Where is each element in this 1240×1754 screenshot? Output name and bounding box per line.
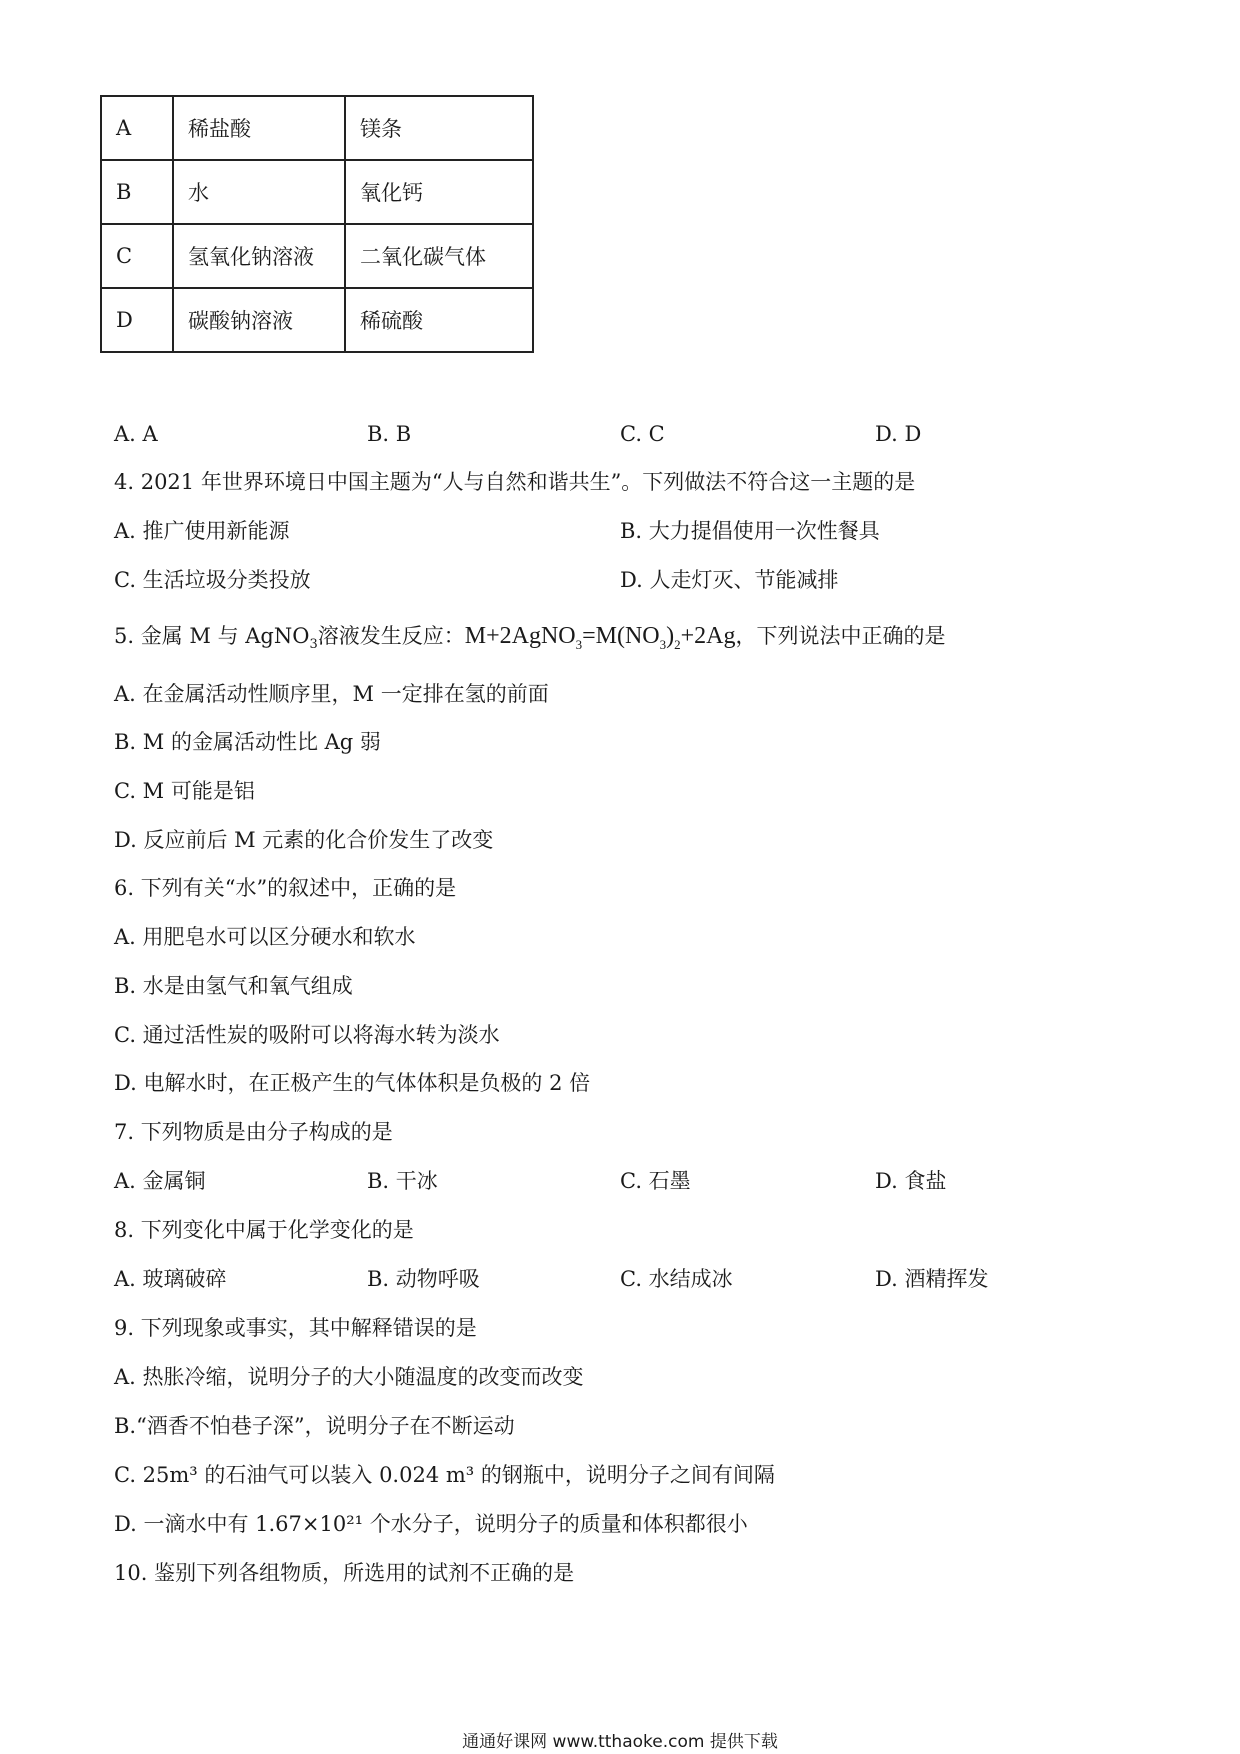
q6-stem: 6. 下列有关“水”的叙述中，正确的是 bbox=[114, 876, 457, 900]
q9-option-c: C. 25m³ 的石油气可以装入 0.024 m³ 的钢瓶中，说明分子之间有间隔 bbox=[114, 1463, 775, 1487]
q4-option-a: A. 推广使用新能源 bbox=[114, 519, 290, 543]
reagent-table bbox=[100, 95, 534, 353]
table-cell: 氧化钙 bbox=[345, 160, 533, 224]
table-cell: 稀硫酸 bbox=[345, 288, 533, 352]
q5-stem: 5. 金属 M 与 AgNO$_3$溶液发生反应：$M+2AgNO_3=M(NO_3)_2+2Ag$，下列说法中正确的是 bbox=[114, 623, 946, 653]
table-cell: 碳酸钠溶液 bbox=[173, 288, 345, 352]
q7-stem: 7. 下列物质是由分子构成的是 bbox=[114, 1120, 393, 1144]
q4-option-d: D. 人走灯灭、节能减排 bbox=[620, 568, 839, 592]
q3-option-c: C. C bbox=[620, 422, 665, 446]
table-cell: 稀盐酸 bbox=[173, 96, 345, 160]
q4-option-b: B. 大力提倡使用一次性餐具 bbox=[620, 519, 880, 543]
q8-option-c: C. 水结成冰 bbox=[620, 1267, 733, 1291]
q7-option-c: C. 石墨 bbox=[620, 1169, 691, 1193]
q5-option-d: D. 反应前后 M 元素的化合价发生了改变 bbox=[114, 828, 494, 852]
footer-text: 通通好课网 www.tthaoke.com 提供下载 bbox=[462, 1732, 778, 1752]
q5-stem-mid: 溶液发生反应： bbox=[317, 624, 465, 648]
q5-option-c: C. M 可能是铝 bbox=[114, 779, 255, 803]
q8-option-b: B. 动物呼吸 bbox=[367, 1267, 480, 1291]
q6-option-a: A. 用肥皂水可以区分硬水和软水 bbox=[114, 925, 416, 949]
q7-option-a: A. 金属铜 bbox=[114, 1169, 206, 1193]
q3-option-d: D. D bbox=[875, 422, 922, 446]
q6-option-c: C. 通过活性炭的吸附可以将海水转为淡水 bbox=[114, 1023, 500, 1047]
table-cell: 水 bbox=[173, 160, 345, 224]
q9-option-b: B.“酒香不怕巷子深”，说明分子在不断运动 bbox=[114, 1414, 515, 1438]
table-row bbox=[101, 96, 533, 160]
table-row bbox=[101, 160, 533, 224]
table-row bbox=[101, 288, 533, 352]
table-row bbox=[101, 224, 533, 288]
q8-option-a: A. 玻璃破碎 bbox=[114, 1267, 227, 1291]
table-cell: C bbox=[101, 224, 173, 288]
q4-stem: 4. 2021 年世界环境日中国主题为“人与自然和谐共生”。下列做法不符合这一主题的是 bbox=[114, 470, 916, 494]
q8-option-d: D. 酒精挥发 bbox=[875, 1267, 989, 1291]
q5-option-b: B. M 的金属活动性比 Ag 弱 bbox=[114, 730, 381, 754]
table-cell: D bbox=[101, 288, 173, 352]
q7-option-d: D. 食盐 bbox=[875, 1169, 947, 1193]
q8-stem: 8. 下列变化中属于化学变化的是 bbox=[114, 1218, 414, 1242]
q5-stem-pre: 5. 金属 M 与 AgNO bbox=[114, 624, 310, 648]
q6-option-d: D. 电解水时，在正极产生的气体体积是负极的 2 倍 bbox=[114, 1071, 591, 1095]
q5-stem-post: ，下列说法中正确的是 bbox=[735, 624, 946, 648]
q7-option-b: B. 干冰 bbox=[367, 1169, 438, 1193]
q10-stem: 10. 鉴别下列各组物质，所选用的试剂不正确的是 bbox=[114, 1561, 575, 1585]
q3-option-b: B. B bbox=[367, 422, 412, 446]
q9-option-d: D. 一滴水中有 1.67×10²¹ 个水分子，说明分子的质量和体积都很小 bbox=[114, 1512, 748, 1536]
q3-option-a: A. A bbox=[114, 422, 158, 446]
table-cell: 氢氧化钠溶液 bbox=[173, 224, 345, 288]
table-cell: 镁条 bbox=[345, 96, 533, 160]
reaction-equation: $M+2AgNO_3=M(NO_3)_2+2Ag$ bbox=[464, 623, 736, 652]
table-cell: A bbox=[101, 96, 173, 160]
q5-option-a: A. 在金属活动性顺序里，M 一定排在氢的前面 bbox=[114, 682, 549, 706]
q6-option-b: B. 水是由氢气和氧气组成 bbox=[114, 974, 353, 998]
table-cell: B bbox=[101, 160, 173, 224]
table-cell: 二氧化碳气体 bbox=[345, 224, 533, 288]
q4-option-c: C. 生活垃圾分类投放 bbox=[114, 568, 311, 592]
q9-stem: 9. 下列现象或事实，其中解释错误的是 bbox=[114, 1316, 477, 1340]
q9-option-a: A. 热胀冷缩，说明分子的大小随温度的改变而改变 bbox=[114, 1365, 584, 1389]
